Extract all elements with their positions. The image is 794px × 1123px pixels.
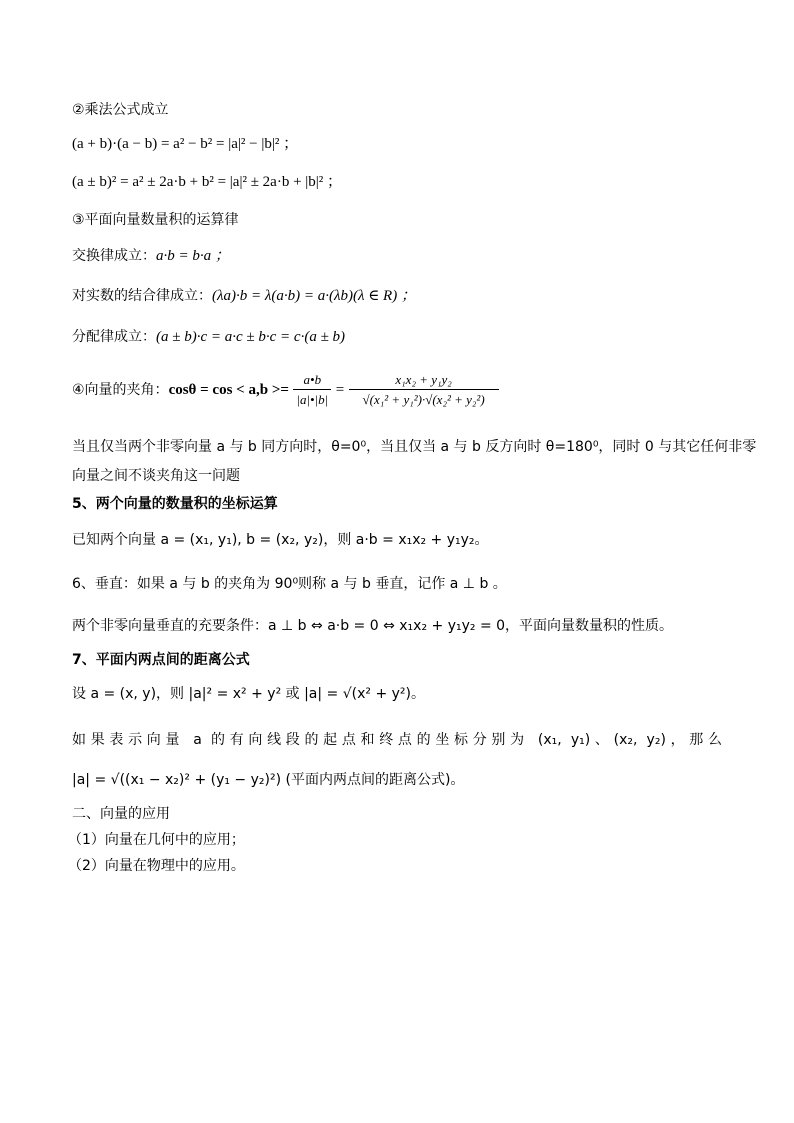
- angle-note-line2: 向量之间不谈夹角这一问题: [72, 468, 240, 484]
- section6-heading: 6、垂直：如果 a 与 b 的夹角为 90⁰则称 a 与 b 垂直，记作 a ⊥ b 。: [72, 576, 507, 592]
- application-item-2: （2）向量在物理中的应用。: [68, 858, 245, 874]
- distance-text-line2: |a| = √((x₁ − x₂)² + (y₁ − y₂)²) (平面内两点间的距离公式)。: [72, 772, 465, 788]
- applications-heading: 二、向量的应用: [72, 806, 170, 822]
- section5-text: 已知两个向量 a = (x₁, y₁), b = (x₂, y₂)，则 a·b = x₁x₂ + y₁y₂。: [72, 532, 489, 548]
- fraction-coordinates: [349, 371, 499, 410]
- section2-heading: ②乘法公式成立: [72, 102, 169, 118]
- commutative-formula: a·b = b·a ；: [156, 248, 230, 264]
- equals-sign: =: [335, 382, 345, 398]
- distributive-formula: (a ± b)·c = a·c ± b·c = c·(a ± b): [156, 329, 346, 345]
- coord-numerator: x₁x₂ + y₁y₂: [349, 371, 499, 390]
- associative-label: 对实数的结合律成立：: [72, 288, 212, 304]
- section7-heading: 7、平面内两点间的距离公式: [72, 652, 250, 668]
- cos-lhs: cosθ = cos < a,b >=: [168, 382, 289, 398]
- angle-formula: [72, 368, 499, 412]
- commutative-label: 交换律成立：: [72, 248, 156, 264]
- distance-formula: 设 a = (x, y)，则 |a|² = x² + y² 或 |a| = √(x² + y²)。: [72, 686, 426, 702]
- product-formula-2: (a ± b)² = a² ± 2a·b + b² = |a|² ± 2a·b + |b|² ；: [72, 174, 343, 190]
- distance-text-line1: 如果表示向量 a 的有向线段的起点和终点的坐标分别为 (x₁, y₁)、(x₂, y₂)，那么: [72, 732, 722, 748]
- fraction-numerator: a•b: [293, 371, 331, 390]
- section5-heading: 5、两个向量的数量积的坐标运算: [72, 496, 278, 512]
- perpendicular-condition: 两个非零向量垂直的充要条件：a ⊥ b ⇔ a·b = 0 ⇔ x₁x₂ + y₁y₂ = 0，平面向量数量积的性质。: [72, 618, 674, 634]
- distributive-label: 分配律成立：: [72, 329, 156, 345]
- angle-note-line1: 当且仅当两个非零向量 a 与 b 同方向时，θ=0⁰，当且仅当 a 与 b 反方向时 θ=180⁰，同时 0 与其它任何非零: [72, 439, 757, 455]
- associative-law: [72, 286, 416, 306]
- application-item-1: （1）向量在几何中的应用；: [68, 832, 245, 848]
- associative-formula: (λa)·b = λ(a·b) = a·(λb)(λ ∈ R) ；: [212, 288, 416, 304]
- section4-heading: ④向量的夹角：: [72, 382, 169, 398]
- fraction-denominator: |a|•|b|: [296, 391, 329, 407]
- fraction-dot-over-norms: [293, 371, 331, 410]
- commutative-law: [72, 246, 230, 266]
- distributive-law: [72, 327, 345, 347]
- section3-heading: ③平面向量数量积的运算律: [72, 212, 239, 228]
- coord-denominator: √(x₁² + y₁²)·√(x₂² + y₂²): [362, 391, 485, 407]
- product-formula-1: (a + b)·(a − b) = a² − b² = |a|² − |b|² ；: [72, 136, 299, 152]
